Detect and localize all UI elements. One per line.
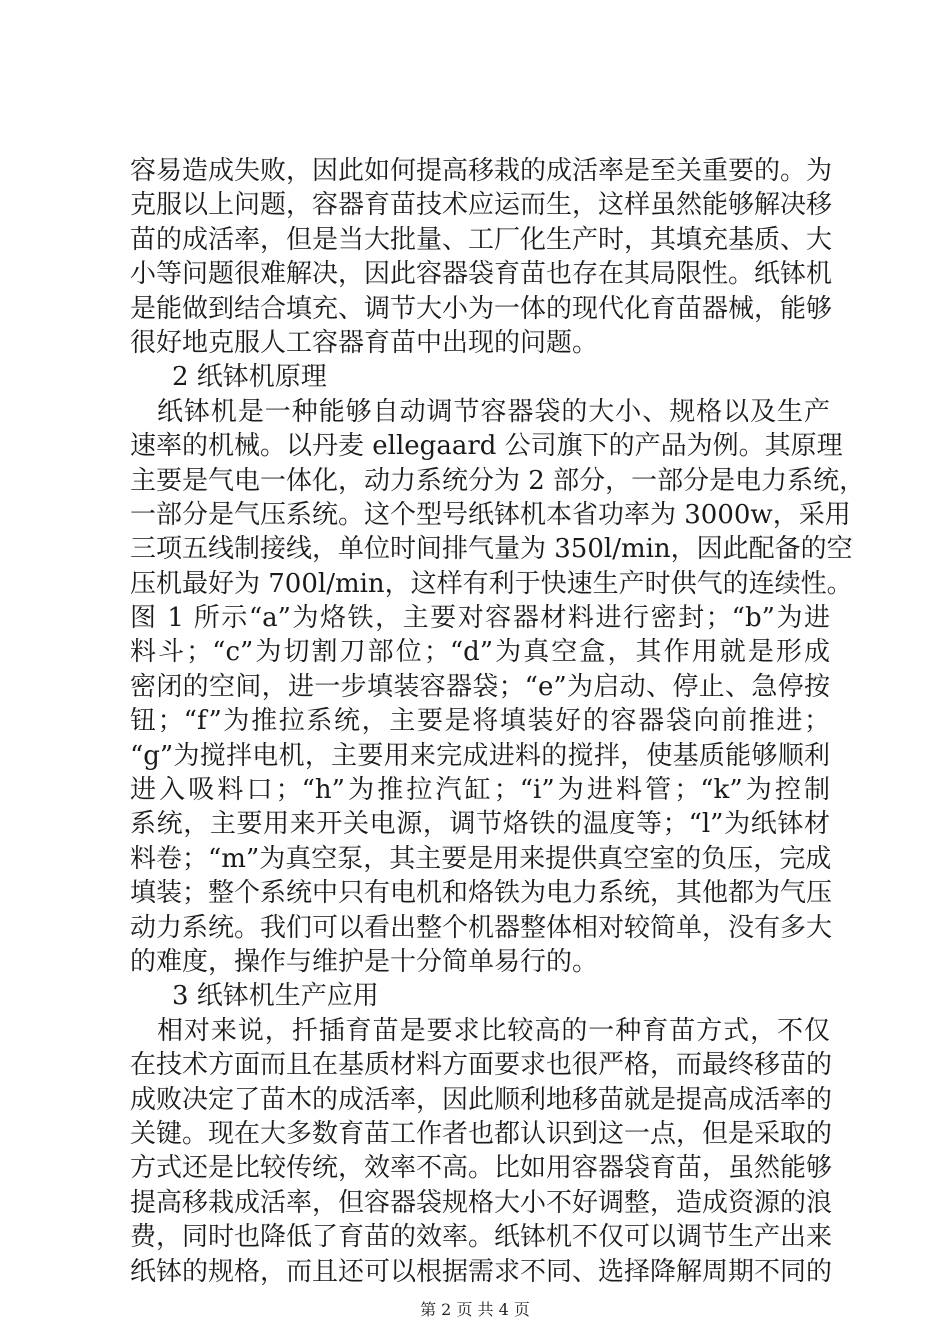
text-line: 钮；“f”为推拉系统，主要是将填装好的容器袋向前推进； bbox=[130, 706, 830, 737]
text-line: 图 1 所示“a”为烙铁，主要对容器材料进行密封；“b”为进 bbox=[130, 603, 830, 634]
text-line: 是能做到结合填充、调节大小为一体的现代化育苗器械，能够 bbox=[130, 293, 833, 324]
text-line: 相对来说，扦插育苗是要求比较高的一种育苗方式，不仅 bbox=[130, 1015, 830, 1046]
text-line: 的难度，操作与维护是十分简单易行的。 bbox=[130, 946, 599, 977]
text-line: 系统，主要用来开关电源，调节烙铁的温度等；“l”为纸钵材 bbox=[130, 809, 830, 840]
text-line: 主要是气电一体化，动力系统分为 2 部分，一部分是电力系统， bbox=[130, 465, 866, 496]
section-heading: 3 纸钵机生产应用 bbox=[172, 981, 379, 1012]
text-line: 纸钵机是一种能够自动调节容器袋的大小、规格以及生产 bbox=[130, 396, 830, 427]
text-line: 在技术方面而且在基质材料方面要求也很严格，而最终移苗的 bbox=[130, 1050, 833, 1081]
document-body bbox=[130, 154, 866, 1289]
text-line: 密闭的空间，进一步填装容器袋；“e”为启动、停止、急停按 bbox=[130, 671, 830, 702]
text-line: 成败决定了苗木的成活率，因此顺利地移苗就是提高成活率的 bbox=[130, 1084, 833, 1115]
text-line: 料卷；“m”为真空泵，其主要是用来提供真空室的负压，完成 bbox=[130, 843, 832, 874]
page-footer bbox=[0, 1300, 950, 1320]
page-number-label: 第 2 页 共 4 页 bbox=[420, 1300, 530, 1319]
text-line: 三项五线制接线，单位时间排气量为 350l/min，因此配备的空 bbox=[130, 534, 853, 565]
text-line: 小等问题很难解决，因此容器袋育苗也存在其局限性。纸钵机 bbox=[130, 259, 833, 290]
text-line: 费，同时也降低了育苗的效率。纸钵机不仅可以调节生产出来 bbox=[130, 1222, 833, 1253]
text-line: 一部分是气压系统。这个型号纸钵机本省功率为 3000w，采用 bbox=[130, 499, 851, 530]
text-line: 很好地克服人工容器育苗中出现的问题。 bbox=[130, 327, 599, 358]
text-line: 动力系统。我们可以看出整个机器整体相对较简单，没有多大 bbox=[130, 912, 833, 943]
section-heading: 2 纸钵机原理 bbox=[172, 362, 327, 393]
text-line: 克服以上问题，容器育苗技术应运而生，这样虽然能够解决移 bbox=[130, 190, 833, 221]
text-line: 关键。现在大多数育苗工作者也都认识到这一点，但是采取的 bbox=[130, 1118, 833, 1149]
text-line: “g”为搅拌电机，主要用来完成进料的搅拌，使基质能够顺利 bbox=[130, 740, 830, 771]
text-line: 方式还是比较传统，效率不高。比如用容器袋育苗，虽然能够 bbox=[130, 1153, 833, 1184]
text-line: 速率的机械。以丹麦 ellegaard 公司旗下的产品为例。其原理 bbox=[130, 431, 843, 462]
text-line: 压机最好为 700l/min，这样有利于快速生产时供气的连续性。 bbox=[130, 568, 853, 599]
text-line: 纸钵的规格，而且还可以根据需求不同、选择降解周期不同的 bbox=[130, 1256, 833, 1287]
text-line: 苗的成活率，但是当大批量、工厂化生产时，其填充基质、大 bbox=[130, 224, 833, 255]
text-line: 提高移栽成活率，但容器袋规格大小不好调整，造成资源的浪 bbox=[130, 1187, 833, 1218]
text-line: 容易造成失败，因此如何提高移栽的成活率是至关重要的。为 bbox=[130, 156, 833, 186]
text-line: 料斗；“c”为切割刀部位；“d”为真空盒，其作用就是形成 bbox=[130, 637, 830, 668]
text-line: 填装；整个系统中只有电机和烙铁为电力系统，其他都为气压 bbox=[130, 878, 833, 909]
text-line: 进入吸料口；“h”为推拉汽缸；“i”为进料管；“k”为控制 bbox=[130, 775, 830, 806]
